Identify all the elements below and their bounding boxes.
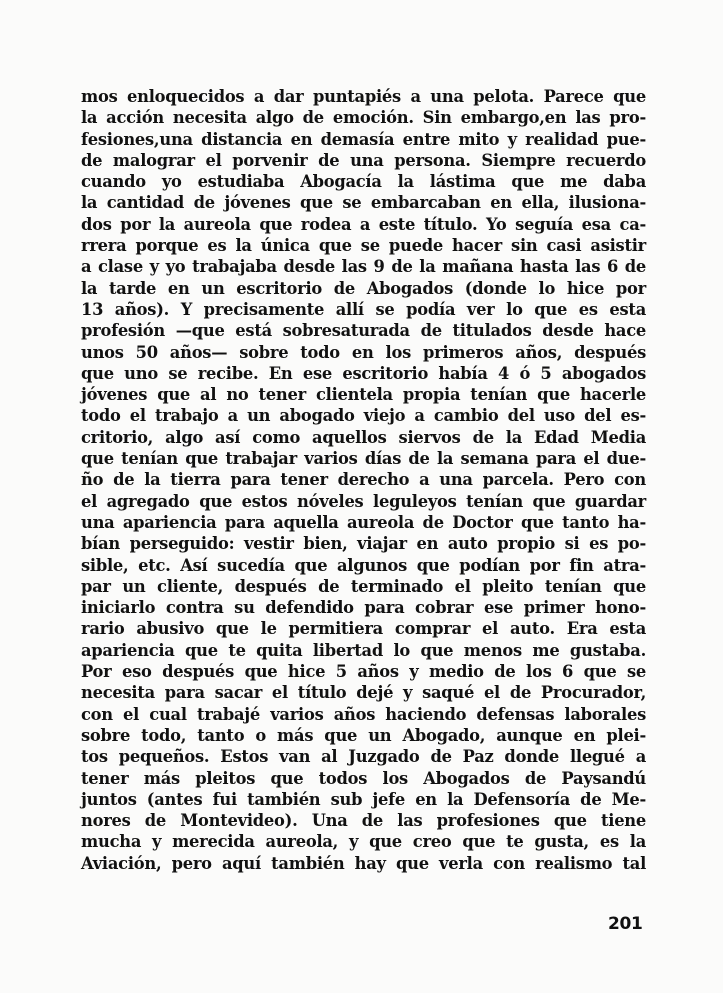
text-line: todo el trabajo a un abogado viejo a cambio del uso del es- <box>81 406 646 426</box>
text-line: una apariencia para aquella aureola de Doctor que tanto ha- <box>81 512 646 532</box>
text-line: par un cliente, después de terminado el pleito tenían que <box>81 576 646 596</box>
text-line: con el cual trabajé varios años haciendo defensas laborales <box>81 704 646 724</box>
text-line: la tarde en un escritorio de Abogados (donde lo hice por <box>81 278 646 298</box>
text-line: fesiones,una distancia en demasía entre mito y realidad pue- <box>81 129 646 149</box>
text-line: Por eso después que hice 5 años y medio de los 6 que se <box>81 662 646 682</box>
text-line: cuando yo estudiaba Abogacía la lástima que me daba <box>81 172 646 192</box>
text-line: mos enloquecidos a dar puntapiés a una pelota. Parece que <box>81 87 646 106</box>
page-number: 201 <box>608 914 643 934</box>
text-line: la acción necesita algo de emoción. Sin embargo,en las pro- <box>81 108 646 128</box>
text-line: dos por la aureola que rodea a este título. Yo seguía esa ca- <box>81 214 646 234</box>
text-line: juntos (antes fui también sub jefe en la Defensoría de Me- <box>81 789 646 809</box>
text-line: sobre todo, tanto o más que un Abogado, aunque en plei- <box>81 725 646 745</box>
text-line: el agregado que estos nóveles leguleyos tenían que guardar <box>81 491 646 511</box>
text-line: nores de Montevideo). Una de las profesiones que tiene <box>81 811 646 831</box>
text-line: mucha y merecida aureola, y que creo que te gusta, es la <box>81 832 646 852</box>
text-line: necesita para sacar el título dejé y saqué el de Procurador, <box>81 683 646 703</box>
text-line: de malograr el porvenir de una persona. Siempre recuerdo <box>81 150 646 170</box>
text-line: unos 50 años— sobre todo en los primeros años, después <box>81 342 646 362</box>
text-line: bían perseguido: vestir bien, viajar en auto propio si es po- <box>81 534 646 554</box>
text-line: que tenían que trabajar varios días de la semana para el due- <box>81 449 646 469</box>
text-line: critorio, algo así como aquellos siervos de la Edad Media <box>81 427 646 447</box>
text-line: 13 años). Y precisamente allí se podía ver lo que es esta <box>81 299 646 319</box>
text-line: sible, etc. Así sucedía que algunos que podían por fin atra- <box>81 555 646 575</box>
text-line: rrera porque es la única que se puede hacer sin casi asistir <box>81 236 646 256</box>
text-line: a clase y yo trabajaba desde las 9 de la mañana hasta las 6 de <box>81 257 646 277</box>
text-line: iniciarlo contra su defendido para cobrar ese primer hono- <box>81 598 646 618</box>
text-line: tener más pleitos que todos los Abogados de Paysandú <box>81 768 646 788</box>
text-line: la cantidad de jóvenes que se embarcaban en ella, ilusiona- <box>81 193 646 213</box>
text-line: profesión —que está sobresaturada de titulados desde hace <box>81 321 646 341</box>
body-text <box>81 86 646 874</box>
text-line: Aviación, pero aquí también hay que verla con realismo tal <box>81 853 646 873</box>
text-line: tos pequeños. Estos van al Juzgado de Paz donde llegué a <box>81 747 646 767</box>
text-line: ño de la tierra para tener derecho a una parcela. Pero con <box>81 470 646 490</box>
text-line: que uno se recibe. En ese escritorio había 4 ó 5 abogados <box>81 363 646 383</box>
text-line: jóvenes que al no tener clientela propia tenían que hacerle <box>81 385 646 405</box>
text-line: apariencia que te quita libertad lo que menos me gustaba. <box>81 640 646 660</box>
text-line: rario abusivo que le permitiera comprar el auto. Era esta <box>81 619 646 639</box>
